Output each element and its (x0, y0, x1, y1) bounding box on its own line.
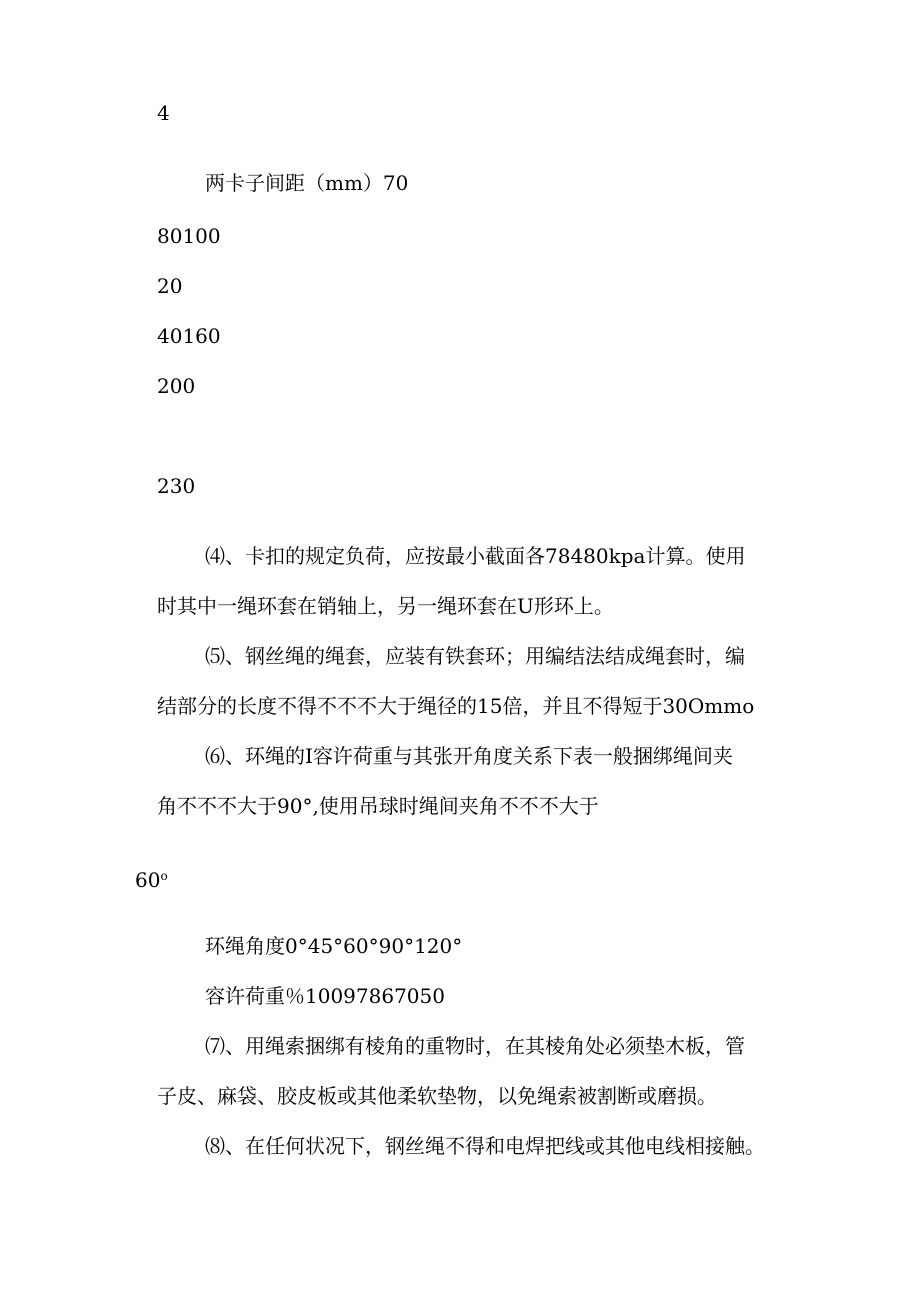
degree-mark: o (160, 869, 168, 883)
table-value-row: 80100 (157, 224, 221, 248)
angle-value: 60 (135, 868, 161, 892)
table-value-row: 200 (157, 374, 196, 398)
paragraph-5-line-1: ⑸、钢丝绳的绳套，应装有铁套环；用编结法结成绳套时，编 (205, 644, 745, 668)
table-value-row: 40160 (157, 324, 221, 348)
paragraph-7-line-1: ⑺、用绳索捆绑有棱角的重物时，在其棱角处必须垫木板，管 (205, 1034, 745, 1058)
table-row-allowable-load: 容许荷重％10097867050 (205, 984, 445, 1008)
table-value-row: 20 (157, 274, 183, 298)
paragraph-8-line-1: ⑻、在任何状况下，钢丝绳不得和电焊把线或其他电线相接触。 (205, 1134, 765, 1158)
table-label-clip-spacing: 两卡子间距（mm）70 (205, 171, 409, 195)
table-row-rope-angle: 环绳角度0°45°60°90°120° (205, 934, 463, 958)
paragraph-7-line-2: 子皮、麻袋、胶皮板或其他柔软垫物，以免绳索被割断或磨损。 (157, 1084, 717, 1108)
paragraph-5-line-2: 结部分的长度不得不不不大于绳径的15倍，并且不得短于30Ommo (157, 694, 755, 718)
paragraph-4-line-1: ⑷、卡扣的规定负荷，应按最小截面各78480kpa计算。使用 (205, 544, 746, 568)
table-value-row: 230 (157, 474, 196, 498)
page-number-text: 4 (157, 101, 170, 125)
paragraph-6-line-1: ⑹、环绳的I容许荷重与其张开角度关系下表一般捆绑绳间夹 (205, 744, 733, 768)
paragraph-4-line-2: 时其中一绳环套在销轴上，另一绳环套在U形环上。 (157, 594, 614, 618)
paragraph-6-line-3 (135, 863, 168, 893)
paragraph-6-line-2: 角不不不大于90°,使用吊球时绳间夹角不不不大于 (157, 794, 599, 818)
